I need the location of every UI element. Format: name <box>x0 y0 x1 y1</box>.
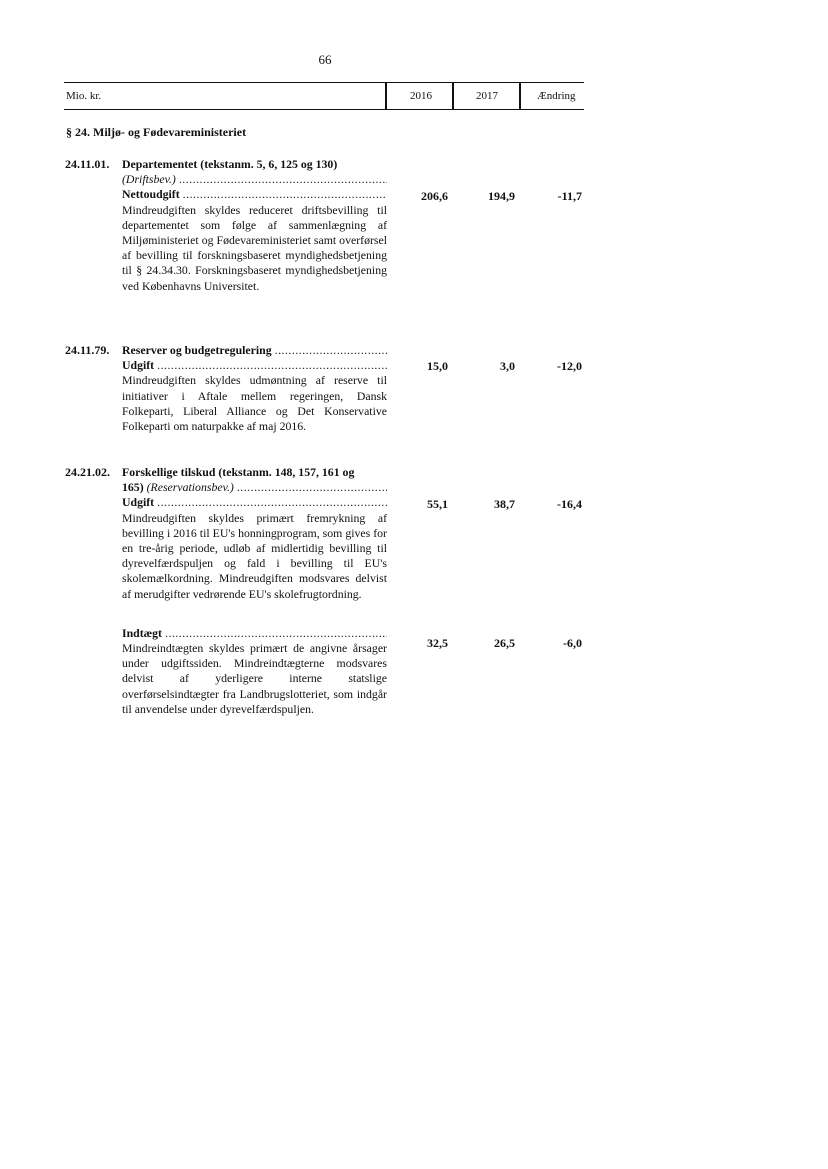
entry-body <box>122 157 387 294</box>
value-2017: 194,9 <box>488 189 515 203</box>
line-label: Udgift <box>122 495 155 510</box>
value-change: -16,4 <box>557 497 582 511</box>
entry-title: Forskellige tilskud (tekstanm. 148, 157, 161 og <box>122 465 355 479</box>
account-code: 24.11.01. <box>65 157 110 171</box>
divider <box>519 83 521 109</box>
value-change: -12,0 <box>557 359 582 373</box>
entry-title: Departementet (tekstanm. 5, 6, 125 og 130) <box>122 157 338 171</box>
account-code: 24.11.79. <box>65 343 110 357</box>
entry-body <box>122 465 387 717</box>
line-label: Indtægt <box>122 625 162 640</box>
value-2016: 55,1 <box>427 497 448 511</box>
col-change-header: Ændring <box>537 90 576 102</box>
value-2016: 15,0 <box>427 359 448 373</box>
line-description: Mindreudgiften skyldes primært fremrykning af bevilling i 2016 til EU's honningprogram, som gives for en tre-årig periode, udløb af midlertidig bevilling til dyrevelfærdspuljen og fald i bevilling til EU's skolemælkordning. Mindreudgiften modsvares delvist af merudgifter vedrørende EU's skolefrugtordning. <box>122 510 387 601</box>
value-2016: 32,5 <box>427 636 448 650</box>
line-description: Mindreudgiften skyldes udmøntning af reserve til initiativer i Aftale mellem regeringen, Dansk Folkeparti, Liberal Alliance og Det Konservative Folkeparti om naturpakke af maj 2016. <box>122 373 387 434</box>
divider <box>385 83 387 109</box>
line-label: Udgift <box>122 358 155 373</box>
entry-body <box>122 343 387 434</box>
entry-title: Reserver og budgetregulering <box>122 343 272 357</box>
entry-title-tail: 165) <box>122 480 144 495</box>
col-2017-header: 2017 <box>476 90 498 102</box>
value-2016: 206,6 <box>421 189 448 203</box>
section-title: § 24. Miljø- og Fødevareministeriet <box>66 125 247 139</box>
divider <box>452 83 454 109</box>
value-change: -11,7 <box>557 189 582 203</box>
line-description: Mindreindtægten skyldes primært de angivne årsager under udgiftssiden. Mindreindtægterne modsvares delvist af yderligere interne statslige overførselsindtægter fra Landbrugslotteriet, som indgår til anvendelse under dyrevelfærdspuljen. <box>122 641 387 716</box>
value-2017: 3,0 <box>500 359 515 373</box>
unit-label: Mio. kr. <box>66 90 102 102</box>
account-code: 24.21.02. <box>65 465 110 479</box>
entry-subtitle: (Driftsbev.) <box>122 172 176 187</box>
value-2017: 38,7 <box>494 497 515 511</box>
line-label: Nettoudgift <box>122 187 180 202</box>
value-change: -6,0 <box>563 636 582 650</box>
value-2017: 26,5 <box>494 636 515 650</box>
table-header <box>64 82 584 110</box>
page-number: 66 <box>318 52 332 67</box>
line-description: Mindreudgiften skyldes reduceret driftsbevilling til departementet som følge af sammenlægning af Miljøministeriet og Fødevareministeriet samt overførsel af bevilling til forskningsbaseret myndighedsbetjening til § 24.34.30. Forskningsbaseret myndighedsbetjening ved Københavns Universitet. <box>122 202 387 293</box>
entry-subtitle: (Reservationsbev.) <box>146 480 234 495</box>
col-2016-header: 2016 <box>410 90 432 102</box>
